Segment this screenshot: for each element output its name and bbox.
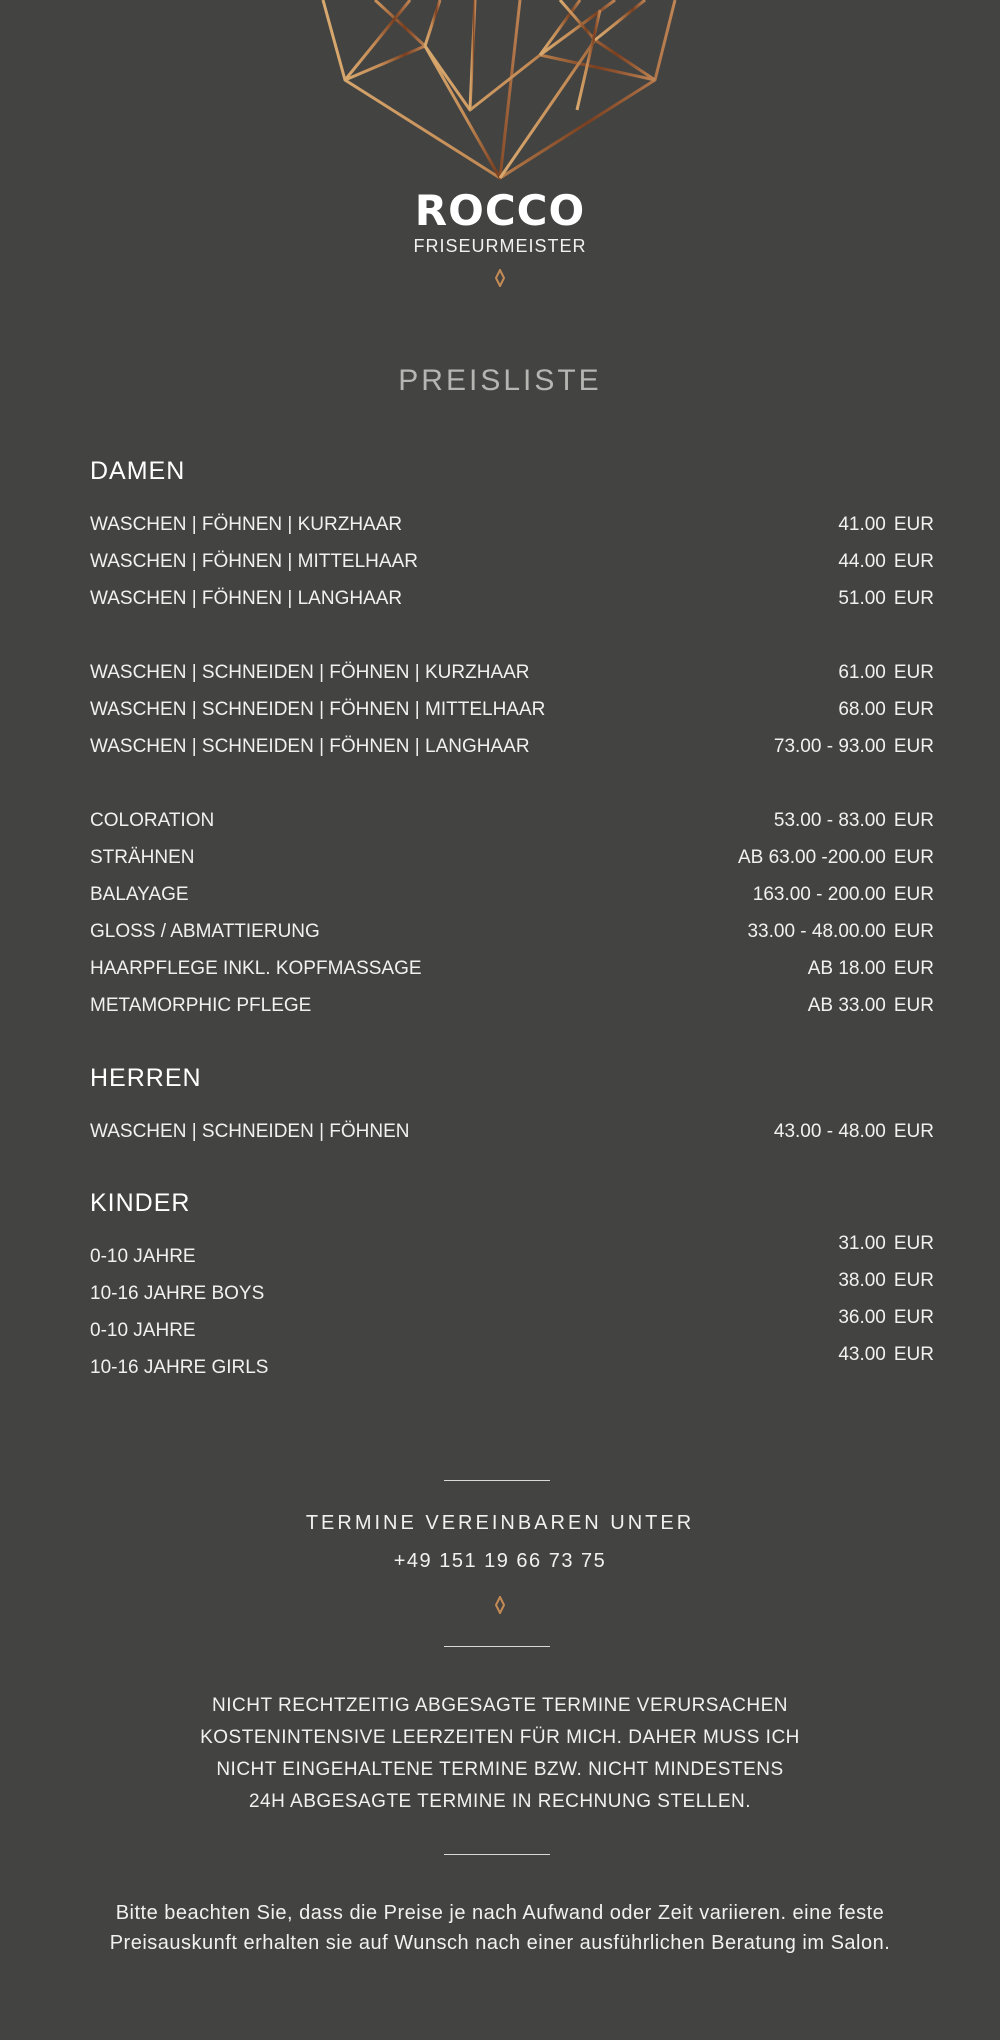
notice-line: KOSTENINTENSIVE LEERZEITEN FÜR MICH. DAHER MUSS ICH xyxy=(200,1727,800,1748)
service-label: METAMORPHIC PFLEGE xyxy=(90,995,312,1016)
kinder-label: 0-10 JAHRE xyxy=(90,1320,196,1341)
disclaimer-line: Bitte beachten Sie, dass die Preise je nach Aufwand oder Zeit variieren. eine feste xyxy=(115,1902,885,1924)
service-price: 51.00 EUR xyxy=(838,588,934,609)
notice-line: 24H ABGESAGTE TERMINE IN RECHNUNG STELLEN. xyxy=(248,1791,752,1812)
disclaimer-line: Preisauskunft erhalten sie auf Wunsch nach einer ausführlichen Beratung im Salon. xyxy=(109,1932,891,1954)
section-heading-damen: DAMEN xyxy=(90,457,186,485)
section-heading-herren: HERREN xyxy=(90,1064,202,1092)
service-label: WASCHEN | FÖHNEN | MITTELHAAR xyxy=(90,551,418,572)
cancellation-notice xyxy=(150,1690,850,1818)
kinder-label: 0-10 JAHRE xyxy=(90,1246,196,1267)
brand-subtitle: FRISEURMEISTER xyxy=(413,236,587,256)
kinder-label: 10-16 JAHRE BOYS xyxy=(90,1283,265,1304)
price-row xyxy=(90,917,934,947)
price-row xyxy=(90,510,934,540)
price-row xyxy=(90,695,934,725)
section-heading-kinder: KINDER xyxy=(90,1189,191,1217)
price-row xyxy=(90,806,934,836)
service-price: 44.00 EUR xyxy=(838,551,934,572)
service-price: 43.00 - 48.00 EUR xyxy=(773,1121,934,1142)
phone-number[interactable]: +49 151 19 66 73 75 xyxy=(393,1550,607,1572)
kinder-price: 31.00 EUR xyxy=(838,1233,934,1254)
price-row xyxy=(90,732,934,762)
divider xyxy=(444,1646,550,1647)
price-row xyxy=(90,880,934,910)
price-row xyxy=(90,991,934,1021)
service-price: 163.00 - 200.00 EUR xyxy=(752,884,934,905)
price-row xyxy=(90,1117,934,1147)
diamond-ornament-icon xyxy=(0,269,1000,292)
service-label: COLORATION xyxy=(90,810,215,831)
price-row xyxy=(90,584,934,614)
contact-title: TERMINE VEREINBAREN UNTER xyxy=(305,1512,695,1534)
service-label: WASCHEN | SCHNEIDEN | FÖHNEN xyxy=(90,1121,410,1142)
service-label: HAARPFLEGE INKL. KOPFMASSAGE xyxy=(90,958,422,979)
price-row xyxy=(90,954,934,984)
service-price: AB 33.00 EUR xyxy=(807,995,934,1016)
service-label: WASCHEN | FÖHNEN | KURZHAAR xyxy=(90,514,403,535)
kinder-price: 36.00 EUR xyxy=(838,1307,934,1328)
service-price: AB 18.00 EUR xyxy=(807,958,934,979)
service-label: WASCHEN | SCHNEIDEN | FÖHNEN | MITTELHAAR xyxy=(90,699,546,720)
service-price: 61.00 EUR xyxy=(838,662,934,683)
divider xyxy=(444,1480,550,1481)
divider xyxy=(444,1854,550,1855)
service-price: 53.00 - 83.00 EUR xyxy=(773,810,934,831)
service-label: WASCHEN | FÖHNEN | LANGHAAR xyxy=(90,588,403,609)
service-label: WASCHEN | SCHNEIDEN | FÖHNEN | LANGHAAR xyxy=(90,736,530,757)
brand-name: ROCCO xyxy=(414,186,586,235)
service-price: 73.00 - 93.00 EUR xyxy=(773,736,934,757)
price-disclaimer xyxy=(60,1898,940,1958)
service-label: BALAYAGE xyxy=(90,884,189,905)
price-row xyxy=(90,547,934,577)
notice-line: NICHT RECHTZEITIG ABGESAGTE TERMINE VERURSACHEN xyxy=(212,1695,788,1716)
price-row xyxy=(90,658,934,688)
kinder-label: 10-16 JAHRE GIRLS xyxy=(90,1357,269,1378)
page-title: PREISLISTE xyxy=(398,364,602,397)
kinder-price: 38.00 EUR xyxy=(838,1270,934,1291)
service-label: GLOSS / ABMATTIERUNG xyxy=(90,921,320,942)
diamond-ornament-icon xyxy=(0,1596,1000,1619)
price-row xyxy=(90,843,934,873)
kinder-price: 43.00 EUR xyxy=(838,1344,934,1365)
geometric-logo-icon xyxy=(315,0,685,186)
notice-line: NICHT EINGEHALTENE TERMINE BZW. NICHT MINDESTENS xyxy=(216,1759,784,1780)
service-label: STRÄHNEN xyxy=(90,847,195,868)
service-price: AB 63.00 -200.00 EUR xyxy=(737,847,934,868)
service-price: 41.00 EUR xyxy=(838,514,934,535)
service-price: 68.00 EUR xyxy=(838,699,934,720)
service-label: WASCHEN | SCHNEIDEN | FÖHNEN | KURZHAAR xyxy=(90,662,530,683)
service-price: 33.00 - 48.00.00 EUR xyxy=(747,921,934,942)
